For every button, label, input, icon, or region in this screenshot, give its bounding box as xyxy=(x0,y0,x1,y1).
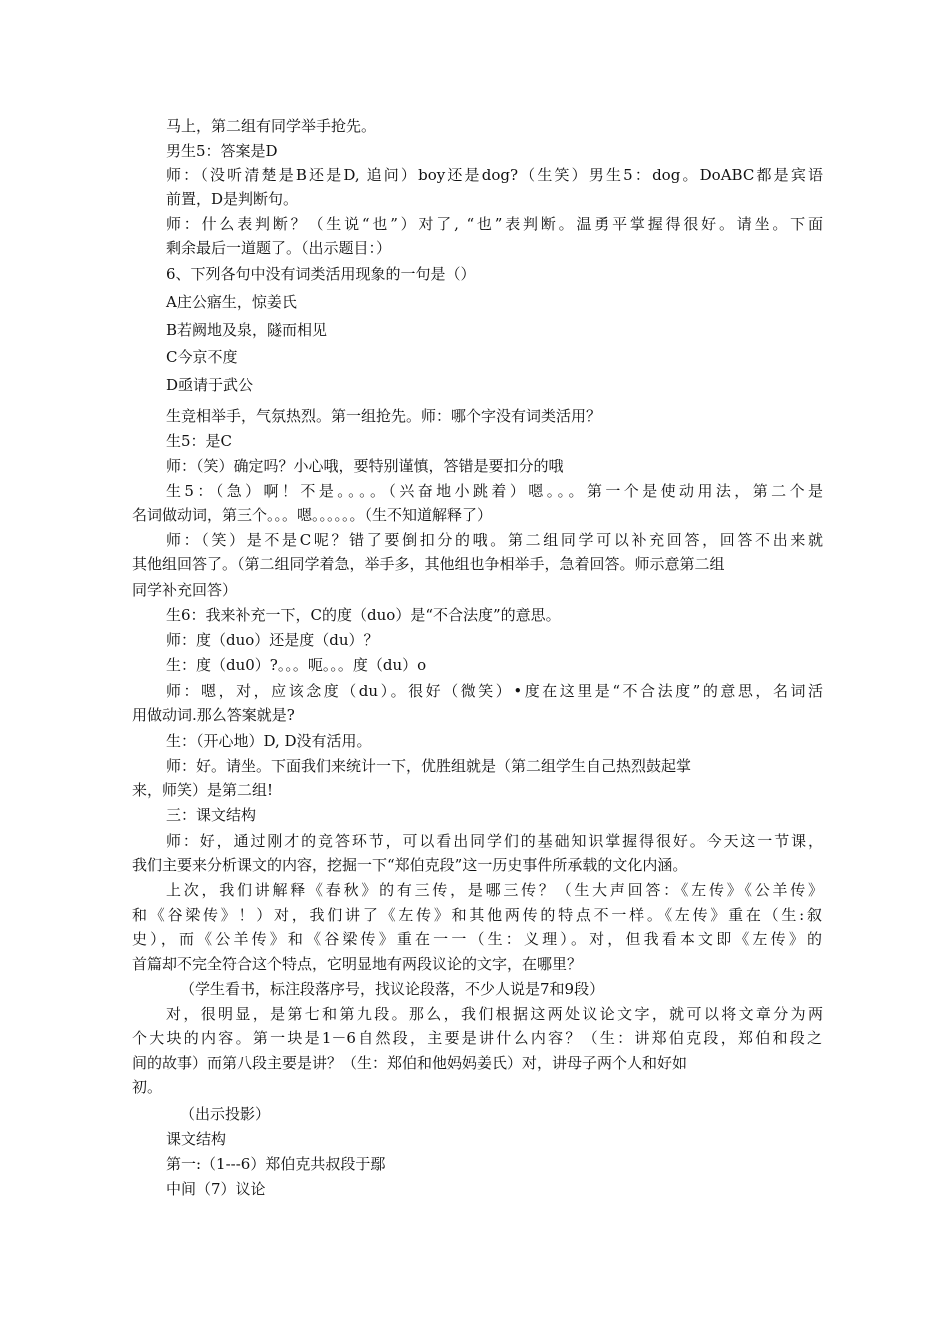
text-line: 师：什么表判断？（生说“也”）对了, “也”表判断。温勇平掌握得很好。请坐。下面 xyxy=(166,215,823,233)
section-heading: 三：课文结构 xyxy=(166,806,257,824)
text-line: 师：嗯，对，应该念度（du）。很好（微笑）•度在这里是“不合法度”的意思，名词活 xyxy=(166,682,823,700)
text-line: 师：（笑）确定吗？小心哦，要特别谨慎，答错是要扣分的哦 xyxy=(166,457,564,475)
text-line: 生5：是C xyxy=(166,432,233,450)
text-line: 生：（开心地）D, D没有活用。 xyxy=(166,732,372,750)
text-line: 来，师笑）是第二组! xyxy=(132,781,274,799)
text-line: 首篇却不完全符合这个特点，它明显地有两段议论的文字，在哪里？ xyxy=(132,955,583,973)
text-line: 师：（笑）是不是C呢？错了要倒扣分的哦。第二组同学可以补充回答，回答不出来就 xyxy=(166,531,823,549)
text-line: 和《谷梁传》！）对，我们讲了《左传》和其他两传的特点不一样。《左传》重在（生:叙 xyxy=(132,906,822,924)
outline-item: 中间（7）议论 xyxy=(166,1180,266,1198)
text-line: 前置，D是判断句。 xyxy=(166,190,299,208)
text-line: 生6：我来补充一下，C的度（duo）是“不合法度”的意思。 xyxy=(166,606,561,624)
question-text: 6、下列各句中没有词类活用现象的一句是（） xyxy=(166,265,476,283)
text-line: 师：好，通过刚才的竞答环节，可以看出同学们的基础知识掌握得很好。今天这一节课， xyxy=(166,832,823,850)
text-line: 师：度（duo）还是度（du）？ xyxy=(166,631,379,649)
text-line: 师：（没听清楚是B还是D, 追问）boy还是dog?（生笑）男生5：dog。DoABC都是宾语 xyxy=(166,166,823,184)
text-line: 用做动词.那么答案就是? xyxy=(132,706,295,724)
text-line: 马上，第二组有同学举手抢先。 xyxy=(166,117,377,135)
text-line: 其他组回答了。（第二组同学着急，举手多，其他组也争相举手，急着回答。师示意第二组 xyxy=(132,555,725,573)
outline-title: 课文结构 xyxy=(166,1130,227,1148)
option-a: A庄公寤生，惊姜氏 xyxy=(166,293,297,311)
option-b: B若阙地及泉，隧而相见 xyxy=(166,321,328,339)
text-line: 生竞相举手，气氛热烈。第一组抢先。师：哪个字没有词类活用？ xyxy=(166,407,602,425)
text-line: 史），而《公羊传》和《谷梁传》重在一一（生：义理）。对，但我看本文即《左传》的 xyxy=(132,930,822,948)
text-line: 对，很明显，是第七和第九段。那么，我们根据这两处议论文字，就可以将文章分为两 xyxy=(166,1005,823,1023)
text-line: 剩余最后一道题了。（出示题目：） xyxy=(166,239,392,257)
text-line: （学生看书，标注段落序号，找议论段落，不少人说是7和9段） xyxy=(180,980,605,998)
text-line: 生5：（急）啊！不是。。。。（兴奋地小跳着）嗯。。。第一个是使动用法，第二个是 xyxy=(166,482,823,500)
text-line: 同学补充回答） xyxy=(132,581,238,599)
text-line: 上次，我们讲解释《春秋》的有三传，是哪三传？（生大声回答：《左传》《公羊传》 xyxy=(166,881,823,899)
option-d: D亟请于武公 xyxy=(166,376,254,394)
text-line: 生：度（du0）?。。。呃。。。度（du）o xyxy=(166,656,427,674)
text-line: 男生5：答案是D xyxy=(166,142,278,160)
text-line: 我们主要来分析课文的内容，挖掘一下“郑伯克段”这一历史事件所承载的文化内涵。 xyxy=(132,856,688,874)
text-line: 初。 xyxy=(132,1078,163,1096)
text-line: 师：好。请坐。下面我们来统计一下，优胜组就是（第二组学生自己热烈鼓起掌 xyxy=(166,757,692,775)
text-line: 名词做动词，第三个。。。嗯。。。。。。（生不知道解释了） xyxy=(132,506,493,524)
text-line: 个大块的内容。第一块是1－6自然段，主要是讲什么内容？（生：讲郑伯克段，郑伯和段之 xyxy=(132,1029,822,1047)
text-line: （出示投影） xyxy=(180,1105,271,1123)
outline-item: 第一:（1---6）郑伯克共叔段于鄢 xyxy=(166,1155,386,1173)
option-c: C今京不度 xyxy=(166,348,238,366)
text-line: 间的故事）而第八段主要是讲？（生：郑伯和他妈妈姜氏）对，讲母子两个人和好如 xyxy=(132,1054,688,1072)
